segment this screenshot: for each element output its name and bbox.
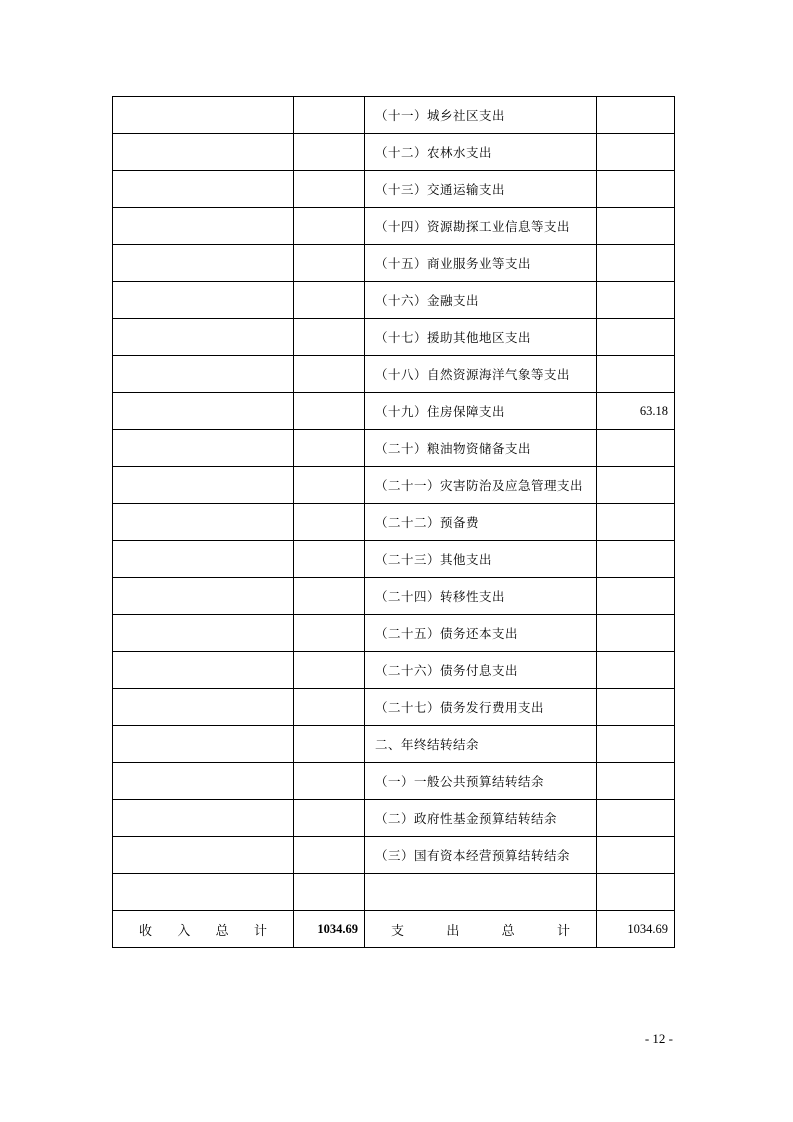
expense-amount-cell [597, 430, 675, 467]
expense-item-cell: （二十六）债务付息支出 [365, 652, 597, 689]
income-item-cell [113, 689, 294, 726]
income-total-label-char: 入 [177, 923, 191, 939]
income-amount-cell [294, 652, 365, 689]
expense-total-value: 1034.69 [597, 911, 675, 948]
table-row [113, 245, 675, 282]
expense-amount-cell [597, 282, 675, 319]
income-amount-cell [294, 430, 365, 467]
expense-amount-cell [597, 763, 675, 800]
expense-amount-cell [597, 726, 675, 763]
expense-item-cell: （二十二）预备费 [365, 504, 597, 541]
table-row [113, 800, 675, 837]
expense-amount-cell [597, 356, 675, 393]
expense-amount-cell [597, 467, 675, 504]
expense-amount-cell [597, 652, 675, 689]
expense-total-label [365, 911, 597, 948]
expense-amount-cell [597, 837, 675, 874]
table-row [113, 356, 675, 393]
table-row [113, 504, 675, 541]
income-item-cell [113, 837, 294, 874]
expense-amount-cell [597, 504, 675, 541]
expense-item-cell: （十八）自然资源海洋气象等支出 [365, 356, 597, 393]
budget-table [112, 96, 675, 948]
table-row [113, 430, 675, 467]
income-item-cell [113, 97, 294, 134]
budget-table-body [113, 97, 675, 911]
expense-item-cell: （十四）资源勘探工业信息等支出 [365, 208, 597, 245]
expense-amount-cell [597, 874, 675, 911]
table-row [113, 578, 675, 615]
table-row [113, 97, 675, 134]
expense-amount-cell: 63.18 [597, 393, 675, 430]
income-total-label [113, 911, 294, 948]
income-item-cell [113, 652, 294, 689]
income-amount-cell [294, 689, 365, 726]
income-item-cell [113, 504, 294, 541]
income-amount-cell [294, 800, 365, 837]
expense-item-cell: （二十五）债务还本支出 [365, 615, 597, 652]
table-row [113, 282, 675, 319]
income-amount-cell [294, 578, 365, 615]
income-item-cell [113, 208, 294, 245]
table-row [113, 467, 675, 504]
expense-item-cell: （二十一）灾害防治及应急管理支出 [365, 467, 597, 504]
expense-item-cell: （十五）商业服务业等支出 [365, 245, 597, 282]
expense-item-cell: （十三）交通运输支出 [365, 171, 597, 208]
page-number: - 12 - [644, 1031, 673, 1046]
expense-item-cell: 二、年终结转结余 [365, 726, 597, 763]
expense-item-cell: （十九）住房保障支出 [365, 393, 597, 430]
expense-total-label-char: 支 [391, 923, 405, 939]
table-row [113, 319, 675, 356]
table-row [113, 171, 675, 208]
expense-amount-cell [597, 541, 675, 578]
table-row [113, 134, 675, 171]
income-amount-cell [294, 615, 365, 652]
income-amount-cell [294, 874, 365, 911]
income-item-cell [113, 319, 294, 356]
expense-item-cell: （十六）金融支出 [365, 282, 597, 319]
income-amount-cell [294, 726, 365, 763]
expense-total-label-char: 出 [446, 923, 460, 939]
income-amount-cell [294, 171, 365, 208]
table-row [113, 763, 675, 800]
expense-total-label-char: 总 [501, 923, 515, 939]
income-item-cell [113, 541, 294, 578]
totals-row [113, 911, 675, 948]
income-item-cell [113, 615, 294, 652]
expense-item-cell: （十七）援助其他地区支出 [365, 319, 597, 356]
expense-amount-cell [597, 134, 675, 171]
expense-amount-cell [597, 97, 675, 134]
expense-amount-cell [597, 208, 675, 245]
expense-item-cell: （二十）粮油物资储备支出 [365, 430, 597, 467]
income-amount-cell [294, 134, 365, 171]
expense-amount-cell [597, 578, 675, 615]
income-item-cell [113, 763, 294, 800]
table-row [113, 393, 675, 430]
income-item-cell [113, 578, 294, 615]
income-item-cell [113, 874, 294, 911]
expense-item-cell: （二十四）转移性支出 [365, 578, 597, 615]
expense-amount-cell [597, 245, 675, 282]
income-item-cell [113, 282, 294, 319]
table-row [113, 837, 675, 874]
expense-item-cell [365, 874, 597, 911]
income-item-cell [113, 726, 294, 763]
expense-item-cell: （十二）农林水支出 [365, 134, 597, 171]
table-row [113, 726, 675, 763]
income-amount-cell [294, 97, 365, 134]
expense-item-cell: （十一）城乡社区支出 [365, 97, 597, 134]
income-item-cell [113, 393, 294, 430]
income-item-cell [113, 430, 294, 467]
income-amount-cell [294, 504, 365, 541]
expense-amount-cell [597, 689, 675, 726]
table-row [113, 874, 675, 911]
expense-item-cell: （二十三）其他支出 [365, 541, 597, 578]
expense-item-cell: （一）一般公共预算结转结余 [365, 763, 597, 800]
income-total-label-char: 总 [215, 923, 229, 939]
expense-amount-cell [597, 800, 675, 837]
income-item-cell [113, 171, 294, 208]
expense-item-cell: （三）国有资本经营预算结转结余 [365, 837, 597, 874]
income-total-value: 1034.69 [294, 911, 365, 948]
table-row [113, 208, 675, 245]
income-item-cell [113, 245, 294, 282]
income-amount-cell [294, 356, 365, 393]
income-total-label-char: 收 [139, 923, 153, 939]
expense-amount-cell [597, 615, 675, 652]
expense-item-cell: （二）政府性基金预算结转结余 [365, 800, 597, 837]
income-amount-cell [294, 541, 365, 578]
income-amount-cell [294, 837, 365, 874]
income-amount-cell [294, 763, 365, 800]
income-amount-cell [294, 282, 365, 319]
income-item-cell [113, 800, 294, 837]
table-row [113, 689, 675, 726]
expense-total-label-char: 计 [556, 923, 570, 939]
expense-item-cell: （二十七）债务发行费用支出 [365, 689, 597, 726]
table-row [113, 541, 675, 578]
expense-amount-cell [597, 171, 675, 208]
income-amount-cell [294, 393, 365, 430]
income-amount-cell [294, 208, 365, 245]
income-total-label-char: 计 [253, 923, 267, 939]
income-item-cell [113, 467, 294, 504]
income-amount-cell [294, 245, 365, 282]
income-amount-cell [294, 319, 365, 356]
expense-amount-cell [597, 319, 675, 356]
income-item-cell [113, 134, 294, 171]
income-amount-cell [294, 467, 365, 504]
table-row [113, 615, 675, 652]
income-item-cell [113, 356, 294, 393]
table-row [113, 652, 675, 689]
